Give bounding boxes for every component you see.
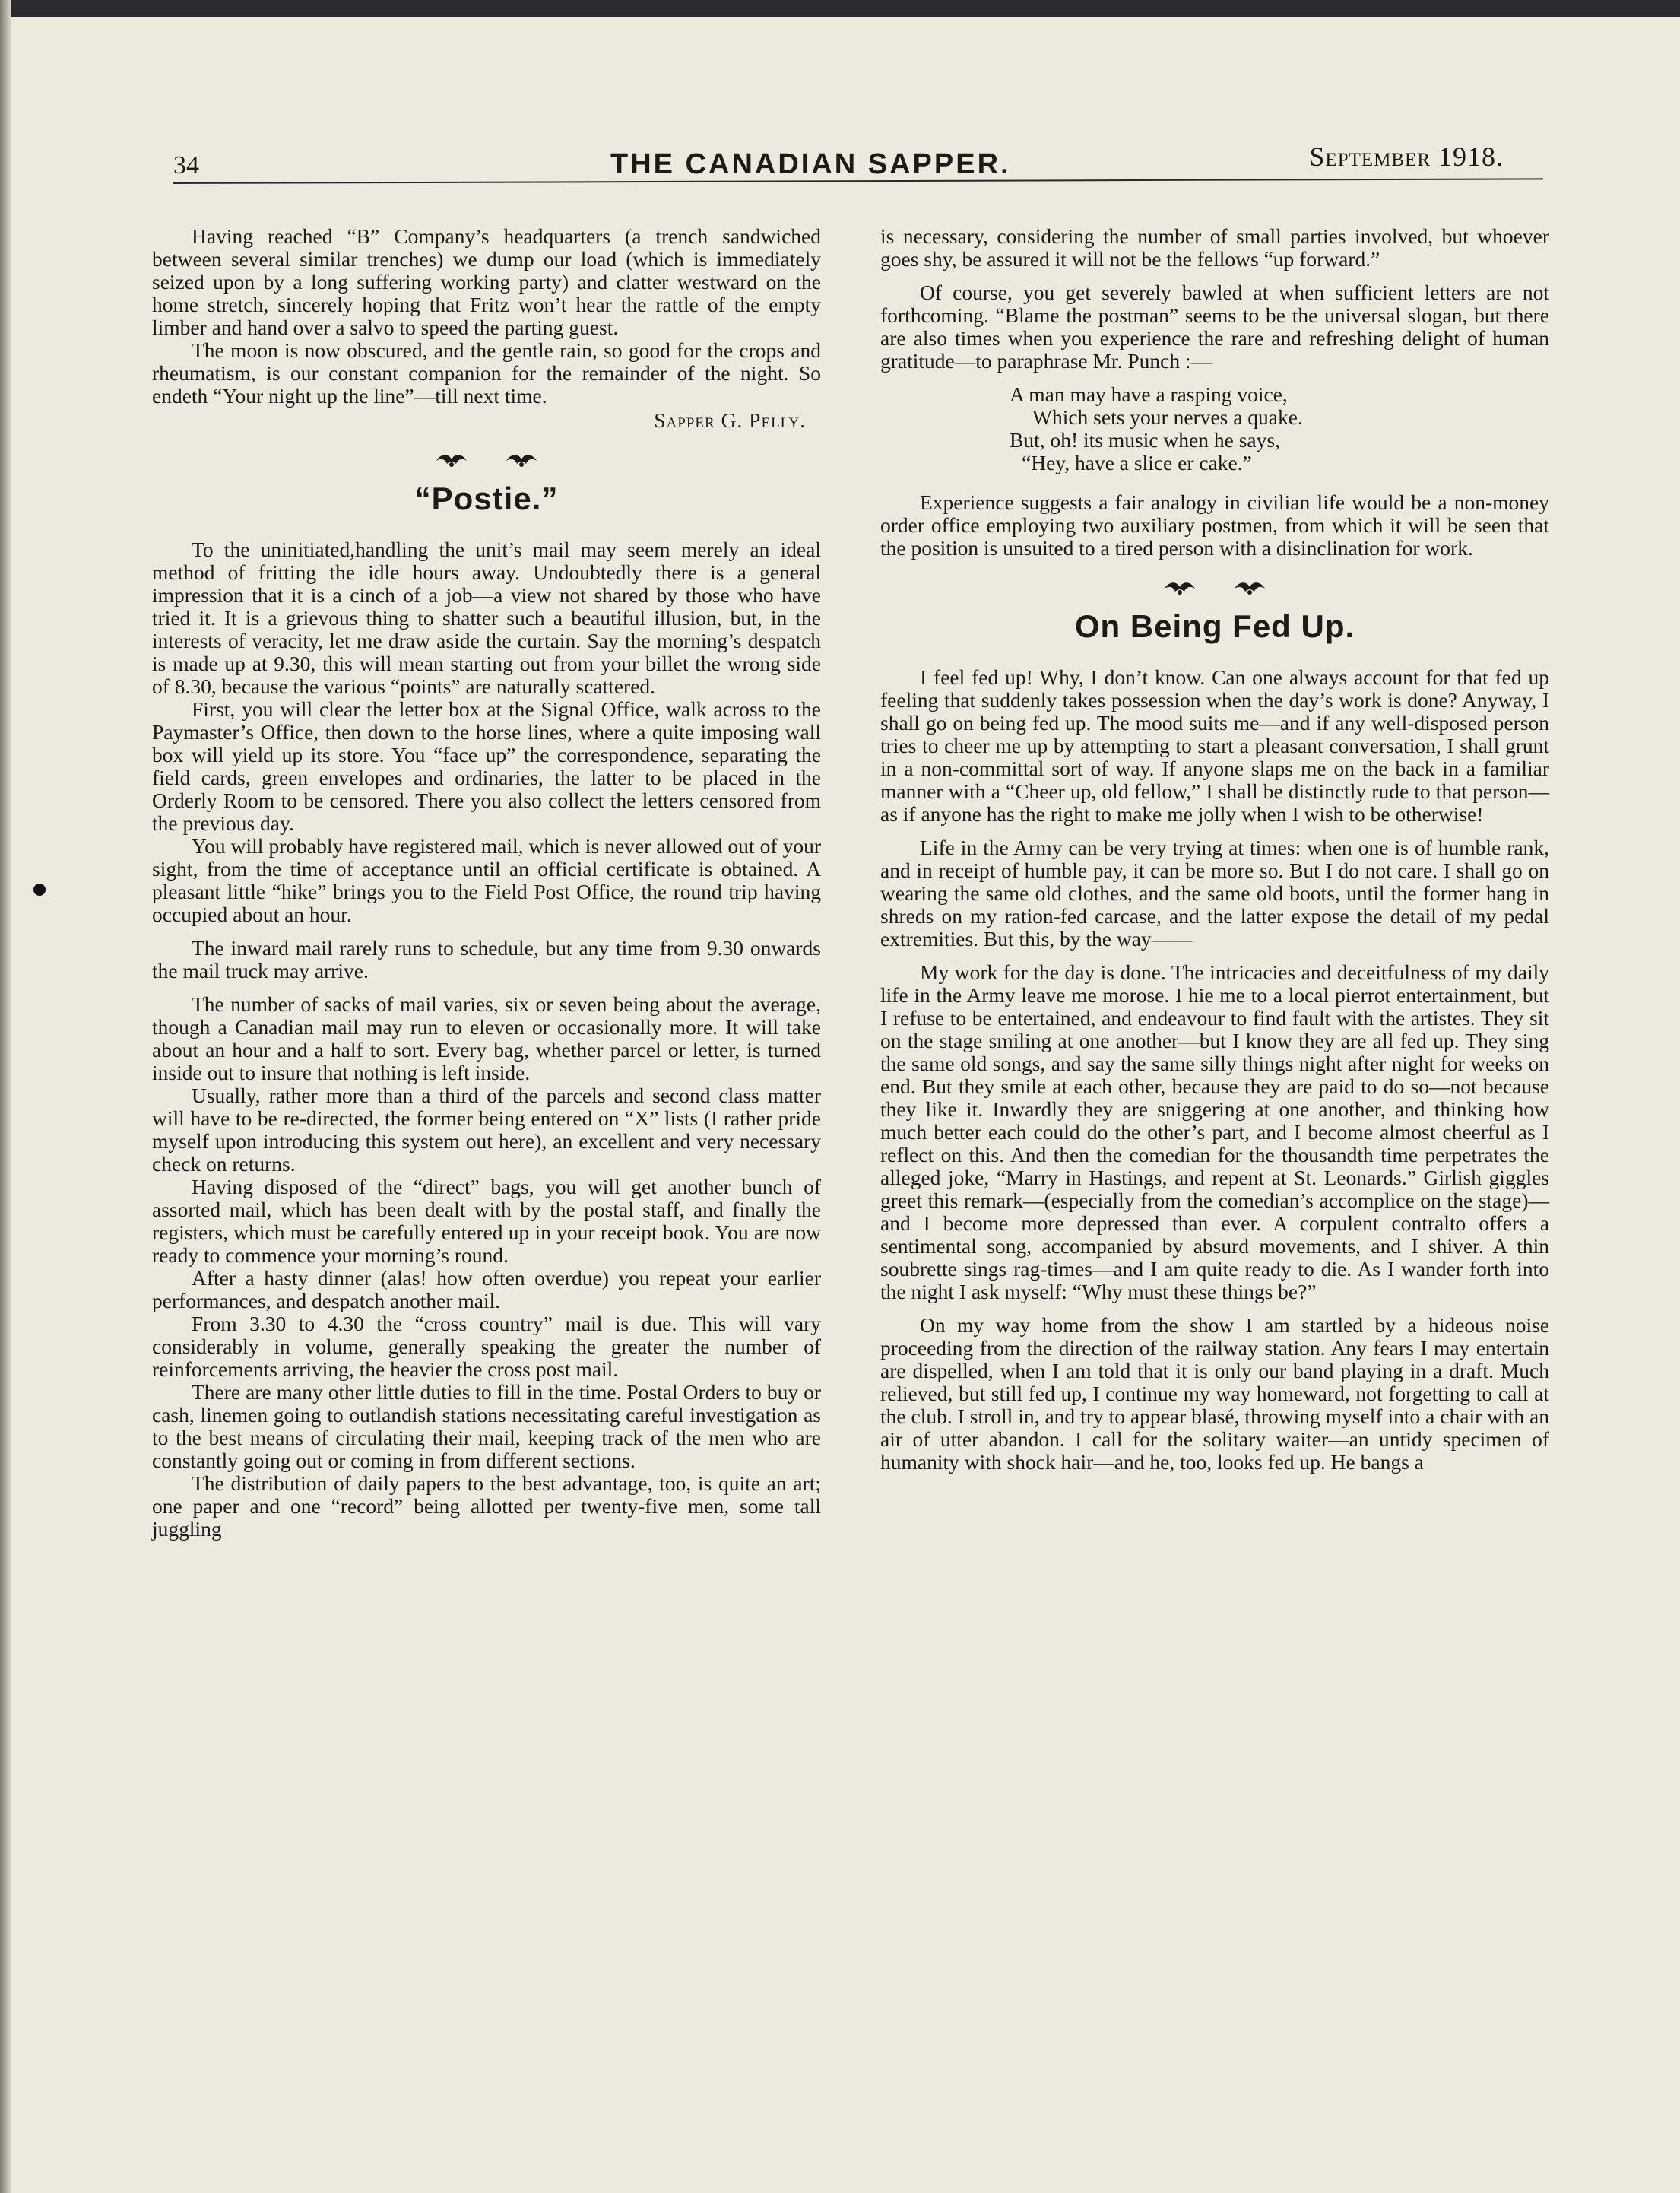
paragraph: First, you will clear the letter box at the Signal Office, walk across to the Paymaster’s Office, then down to the horse lines, where a quite imposing wall box will yield up its store. You “face up” the correspondence, separating the field cards, green envelopes and ordinaries, the latter to be placed in the Orderly Room to be censored. There you also collect the letters censored from the previous day.	[152, 697, 821, 835]
fleuron-ornament-icon	[435, 452, 468, 468]
verse-quote	[880, 383, 1549, 474]
fleuron-ornament-icon	[1163, 579, 1197, 596]
section-ornament	[880, 579, 1549, 596]
paragraph: On my way home from the show I am startled by a hideous noise proceeding from the direction of the railway station. Any fears I may entertain are dispelled, when I am told that it is only our band playing in a draft. Much relieved, but still fed up, I continue my way homeward, not forgetting to call at the club. I stroll in, and try to appear blasé, throwing myself into a chair with an air of utter abandon. I call for the solitary waiter—an untidy specimen of humanity with shock hair—and he, too, looks fed up. He bangs a	[880, 1313, 1549, 1474]
binding-spine-shadow	[0, 0, 11, 2193]
paragraph: From 3.30 to 4.30 the “cross country” mail is due. This will vary considerably in volume, generally speaking the greater the number of reinforcements arriving, the heavier the cross post mail.	[152, 1312, 821, 1381]
paragraph: There are many other little duties to fill in the time. Postal Orders to buy or cash, linemen going to outlandish stations necessitating careful investigation as to the best means of circulating their mail, keeping track of the men who are constantly going out or coming in from different sections.	[152, 1380, 821, 1472]
right-column	[880, 225, 1549, 1474]
section-ornament	[152, 452, 821, 468]
binding-hole-mark	[33, 884, 46, 896]
scan-edge-band	[0, 0, 1680, 17]
journal-title: THE CANADIAN SAPPER.	[610, 148, 1011, 180]
paragraph: The number of sacks of mail varies, six or seven being about the average, though a Canadian mail may run to eleven or occasionally more. It will take about an hour and a half to sort. Every bag, whether parcel or letter, is turned inside out to insure that nothing is left inside.	[152, 992, 821, 1084]
paragraph: The moon is now obscured, and the gentle rain, so good for the crops and rheumatism, is our constant companion for the remainder of the night. So endeth “Your night up the line”—till next time.	[152, 338, 821, 408]
issue-date: September 1918.	[1309, 141, 1504, 172]
paragraph: Having disposed of the “direct” bags, you will get another bunch of assorted mail, which has been dealt with by the postal staff, and finally the registers, which must be carefully entered up in your receipt book. You are now ready to commence your morning’s round.	[152, 1175, 821, 1267]
author-signature: Sapper G. Pelly.	[654, 408, 806, 432]
paragraph: The distribution of daily papers to the best advantage, too, is quite an art; one paper and one “record” being allotted per twenty-five men, some tall juggling	[152, 1471, 821, 1541]
paragraph: is necessary, considering the number of small parties involved, but whoever goes shy, be assured it will not be the fellows “up forward.”	[880, 224, 1549, 271]
verse-line: But, oh! its music when he says,	[1010, 428, 1280, 452]
fleuron-ornament-icon	[1233, 579, 1266, 596]
article-title-postie: “Postie.”	[414, 481, 559, 516]
fleuron-ornament-icon	[505, 452, 538, 468]
paragraph: My work for the day is done. The intricacies and deceitfulness of my daily life in the Army leave me morose. I hie me to a local pierrot entertainment, but I refuse to be entertained, and endeavour to find fault with the artistes. They sit on the stage smiling at one another—but I know they are all fed up. They sing the same old songs, and say the same silly things night after night for weeks on end. But they smile at each other, because they are paid to do so—not because they like it. Inwardly they are sniggering at one another, and thinking how much better each could do the other’s part, and I become almost cheerful as I reflect on this. And then the comedian for the thousandth time perpetrates the alleged joke, “Marry in Hastings, and repent at St. Leonards.” Girlish giggles greet this remark—(especially from the comedian’s accomplice on the stage)—and I become more depressed than ever. A corpulent contralto offers a sentimental song, accompanied by absurd movements, and I shiver. A thin soubrette sings rag-times—and I am quite ready to die. As I wander forth into the night I ask myself: “Why must these things be?”	[880, 960, 1549, 1303]
paragraph: I feel fed up! Why, I don’t know. Can one always account for that fed up feeling that suddenly takes possession when the day’s work is done? Anyway, I shall go on being fed up. The mood suits me—and if any well-disposed person tries to cheer me up by attempting to start a pleasant conversation, I shall grunt in a non-committal sort of way. If anyone slaps me on the back in a familiar manner with a “Cheer up, old fellow,” I shall be distinctly rude to that person—as if anyone has the right to make me jolly when I wish to be otherwise!	[880, 665, 1549, 826]
paragraph: You will probably have registered mail, which is never allowed out of your sight, from the time of acceptance until an official certificate is obtained. A pleasant little “hike” brings you to the Field Post Office, the round trip having occupied about an hour.	[152, 834, 821, 926]
paragraph: To the uninitiated,handling the unit’s mail may seem merely an ideal method of fritting the idle hours away. Undoubtedly there is a general impression that it is a cinch of a job—a view not shared by those who have tried it. It is a grievous thing to shatter such a beautiful illusion, but, in the interests of veracity, let me draw aside the curtain. Say the morning’s despatch is made up at 9.30, this will mean starting out from your billet the wrong side of 8.30, because the various “points” are naturally scattered.	[152, 538, 821, 698]
paragraph: After a hasty dinner (alas! how often overdue) you repeat your earlier performances, and despatch another mail.	[152, 1266, 821, 1312]
paragraph: Having reached “B” Company’s headquarters (a trench sandwiched between several similar trenches) we dump our load (which is immediately seized upon by a long suffering working party) and clatter westward on the home stretch, sincerely hoping that Fritz won’t hear the rattle of the empty limber and hand over a salvo to speed the parting guest.	[152, 224, 821, 339]
paragraph: Life in the Army can be very trying at times: when one is of humble rank, and in receipt of humble pay, it can be more so. But I do not care. I shall go on wearing the same old clothes, and the same old boots, until the former hang in shreds on my ration-fed carcase, and the latter expose the detail of my pedal extremities. But this, by the way——	[880, 836, 1549, 951]
verse-line: A man may have a rasping voice,	[1010, 382, 1288, 406]
verse-line: Which sets your nerves a quake.	[1032, 405, 1303, 429]
paragraph: Usually, rather more than a third of the parcels and second class matter will have to be re-directed, the former being entered on “X” lists (I rather pride myself upon introducing this system out here), an excellent and very necessary check on returns.	[152, 1084, 821, 1176]
left-column	[152, 225, 821, 1541]
paragraph: Of course, you get severely bawled at when sufficient letters are not forthcoming. “Blame the postman” seems to be the universal slogan, but there are also times when you experience the rare and refreshing delight of human gratitude—to paraphrase Mr. Punch :—	[880, 281, 1549, 373]
verse-line: “Hey, have a slice er cake.”	[1022, 451, 1252, 474]
page-number: 34	[173, 151, 199, 179]
paragraph: The inward mail rarely runs to schedule, but any time from 9.30 onwards the mail truck may arrive.	[152, 936, 821, 982]
paragraph: Experience suggests a fair analogy in civilian life would be a non-money order office employing two auxiliary postmen, from which it will be seen that the position is unsuited to a tired person with a disinclination for work.	[880, 490, 1549, 560]
article-title-fed-up: On Being Fed Up.	[1074, 608, 1355, 644]
